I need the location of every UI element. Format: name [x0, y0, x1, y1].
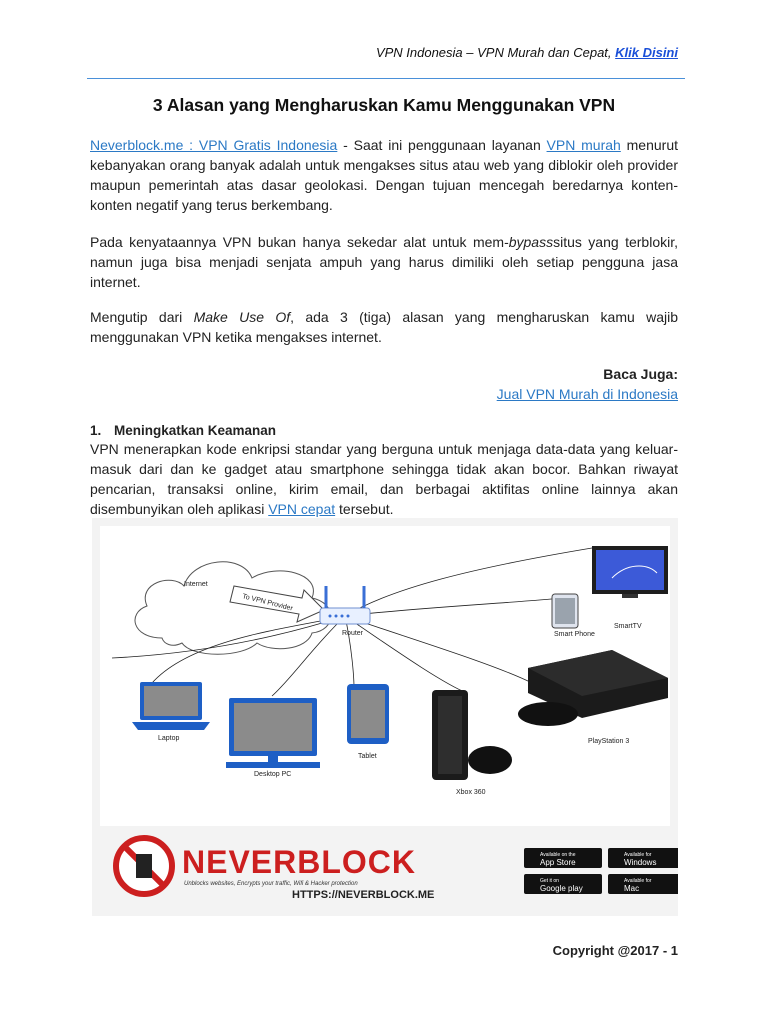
brand-name: NEVERBLOCK	[182, 844, 417, 880]
mac-small: Available for	[624, 878, 652, 884]
google-play-badge[interactable]	[524, 874, 602, 894]
app-store-small: Available on the	[540, 852, 576, 858]
vpn-murah-link[interactable]: VPN murah	[546, 137, 621, 153]
xbox-label: Xbox 360	[456, 789, 486, 796]
internet-label: Internet	[184, 581, 208, 588]
vpn-provider-label: To VPN Provider	[241, 593, 294, 613]
paragraph-intro	[90, 135, 678, 215]
paragraph-security	[90, 439, 678, 519]
smart-tv-label: SmartTV	[614, 623, 642, 630]
app-store-badge[interactable]	[524, 848, 602, 868]
header-divider	[87, 78, 685, 79]
intro-text-2: menurut kebanyakan orang banyak adalah untuk mengakses situs atau web yang diblokir oleh provider maupun pemerintah atas dasar geolokasi. Dengan tujuan mencegah beredarnya konten-konten negatif yang terus berkembang.	[90, 137, 678, 213]
windows-badge[interactable]	[608, 848, 678, 868]
bypass-text-2: situs yang terblokir, namun juga bisa menjadi senjata ampuh yang harus dimiliki oleh setiap pengguna jasa internet.	[90, 234, 678, 290]
smart-tv-icon	[592, 546, 668, 598]
section-number: 1.	[90, 423, 102, 438]
article-title: 3 Alasan yang Mengharuskan Kamu Menggunakan VPN	[152, 95, 616, 115]
paragraph-makeuseof	[90, 307, 678, 347]
laptop-icon	[132, 682, 210, 730]
brand-url: HTTPS://NEVERBLOCK.ME	[292, 889, 435, 901]
neverblock-link[interactable]: Neverblock.me : VPN Gratis Indonesia	[90, 137, 338, 153]
laptop-label: Laptop	[158, 735, 180, 742]
smartphone-icon	[552, 594, 578, 628]
baca-juga-block	[90, 384, 678, 404]
router-label: Router	[342, 630, 364, 637]
bypass-text-1: Pada kenyataannya VPN bukan hanya sekedar alat untuk mem-	[90, 234, 509, 250]
brand-tagline: Unblocks websites, Encrypts your traffic, Wifi & Hacker protection	[184, 881, 358, 887]
app-store-big: App Store	[540, 858, 576, 867]
neverblock-logo-icon	[116, 838, 172, 894]
page-header	[376, 45, 678, 60]
page-footer: Copyright @2017 - 1	[552, 943, 678, 958]
vpn-cepat-link[interactable]: VPN cepat	[268, 501, 336, 517]
header-text: VPN Indonesia – VPN Murah dan Cepat,	[375, 45, 616, 60]
section-heading	[90, 423, 276, 438]
makeuseof-text-1: Mengutip dari	[90, 309, 194, 325]
paragraph-bypass	[90, 232, 678, 292]
tablet-icon	[347, 684, 389, 744]
ps3-label: PlayStation 3	[588, 738, 630, 745]
vpn-diagram-figure	[92, 518, 678, 916]
windows-big: Windows	[624, 858, 657, 867]
baca-juga-link[interactable]: Jual VPN Murah di Indonesia	[496, 386, 678, 402]
intro-text-1: - Saat ini penggunaan layanan	[337, 137, 547, 153]
makeuseof-italic: Make Use Of	[193, 309, 291, 325]
google-play-small: Get it on	[540, 878, 559, 884]
desktop-pc-label: Desktop PC	[254, 771, 292, 778]
network-diagram	[92, 518, 678, 916]
bypass-italic: bypass	[508, 234, 554, 250]
security-text-2: tersebut.	[335, 501, 394, 517]
section-heading-text: Meningkatkan Keamanan	[114, 423, 277, 438]
tablet-label: Tablet	[358, 753, 377, 760]
google-play-big: Google play	[540, 884, 583, 893]
mac-big: Mac	[624, 884, 640, 893]
mac-badge[interactable]	[608, 874, 678, 894]
makeuseof-text-2: , ada 3 (tiga) alasan yang mengharuskan kamu wajib menggunakan VPN ketika mengakses internet.	[90, 309, 678, 345]
windows-small: Available for	[624, 852, 652, 858]
security-text-1: VPN menerapkan kode enkripsi standar yang berguna untuk menjaga data-data yang keluar-masuk dari dan ke gadget atau smartphone sehingga tidak akan bocor. Bahkan riwayat pencarian, transaksi online, kirim email, dan berbagai aktifitas online lainnya akan disembunyikan oleh aplikasi	[90, 441, 678, 517]
header-link[interactable]: Klik Disini	[615, 45, 678, 60]
smartphone-label: Smart Phone	[554, 631, 595, 638]
baca-juga-label: Baca Juga:	[603, 366, 678, 382]
